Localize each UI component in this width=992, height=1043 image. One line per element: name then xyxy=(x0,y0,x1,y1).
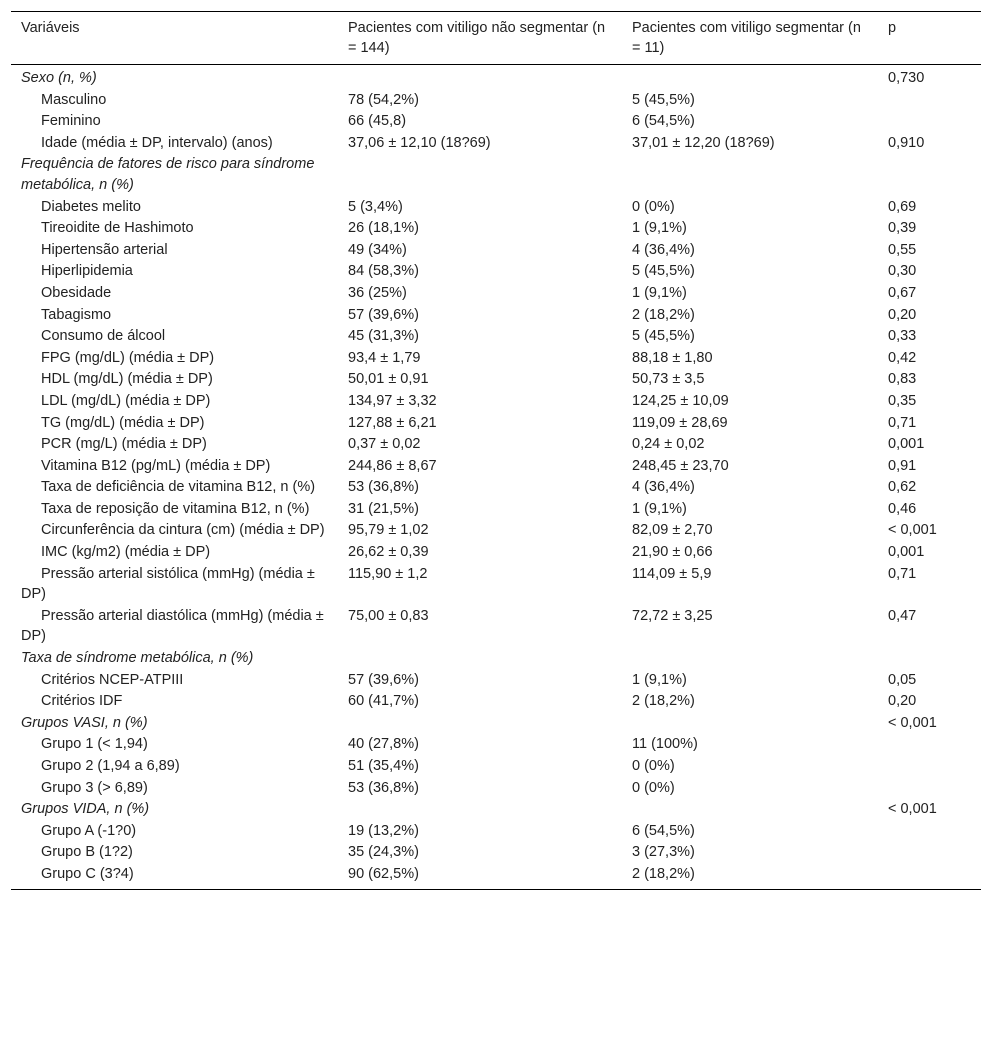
p-value xyxy=(878,110,981,132)
non-segmental-value: 51 (35,4%) xyxy=(348,758,419,774)
row-label: Obesidade xyxy=(41,284,112,301)
table-row xyxy=(11,455,981,477)
table-row xyxy=(11,304,981,326)
p-value: 0,47 xyxy=(888,607,917,624)
row-label: Diabetes melito xyxy=(41,198,141,215)
segmental-value: 72,72 ± 3,25 xyxy=(632,607,713,624)
row-label: PCR (mg/L) (média ± DP) xyxy=(41,436,207,453)
non-segmental-value: 5 (3,4%) xyxy=(348,198,403,215)
non-segmental-value: 84 (58,3%) xyxy=(348,263,419,280)
row-label: Consumo de álcool xyxy=(41,328,166,345)
non-segmental-value: 53 (36,8%) xyxy=(348,779,419,796)
non-segmental-value: 53 (36,8%) xyxy=(348,479,419,496)
non-segmental-value xyxy=(338,712,622,734)
p-value: 0,33 xyxy=(888,328,917,345)
row-label: Taxa de deficiência de vitamina B12, n (%) xyxy=(41,479,316,496)
row-label: Circunferência da cintura (cm) (média ± DP) xyxy=(41,522,325,539)
data-table-container xyxy=(11,11,981,890)
table-header xyxy=(11,12,981,65)
p-value: 0,83 xyxy=(888,371,917,388)
non-segmental-value: 35 (24,3%) xyxy=(348,844,419,861)
table-row xyxy=(11,863,981,889)
table-row xyxy=(11,690,981,712)
segmental-value: 0 (0%) xyxy=(632,198,675,215)
row-label: IMC (kg/m2) (média ± DP) xyxy=(41,544,211,561)
row-label: Frequência de fatores de risco para síndrome metabólica, n (%) xyxy=(21,156,319,193)
p-value: 0,910 xyxy=(888,134,925,151)
non-segmental-value: 57 (39,6%) xyxy=(348,671,419,688)
non-segmental-value: 93,4 ± 1,79 xyxy=(348,349,421,366)
row-label: FPG (mg/dL) (média ± DP) xyxy=(41,349,215,366)
table-row xyxy=(11,563,981,605)
p-value: 0,20 xyxy=(888,306,917,323)
non-segmental-value: 26 (18,1%) xyxy=(348,220,419,237)
section-row xyxy=(11,647,981,669)
table-row xyxy=(11,669,981,691)
header-variables: Variáveis xyxy=(21,20,80,36)
p-value: < 0,001 xyxy=(888,714,937,731)
row-label: Grupos VASI, n (%) xyxy=(21,714,148,731)
segmental-value: 3 (27,3%) xyxy=(632,844,695,861)
table-row xyxy=(11,498,981,520)
p-value xyxy=(878,647,981,669)
row-label: Grupo A (-1?0) xyxy=(41,822,137,839)
row-label: Grupo 1 (< 1,94) xyxy=(41,736,148,753)
table-row xyxy=(11,519,981,541)
section-row xyxy=(11,798,981,820)
table-row xyxy=(11,541,981,563)
p-value: 0,46 xyxy=(888,500,917,517)
p-value xyxy=(878,820,981,842)
segmental-value: 114,09 ± 5,9 xyxy=(632,565,712,582)
row-label: Grupo 3 (> 6,89) xyxy=(41,779,148,796)
segmental-value: 5 (45,5%) xyxy=(632,91,695,108)
table-row xyxy=(11,433,981,455)
non-segmental-value: 36 (25%) xyxy=(348,284,407,301)
table-row xyxy=(11,132,981,154)
table-row xyxy=(11,260,981,282)
p-value xyxy=(878,755,981,777)
segmental-value: 2 (18,2%) xyxy=(632,865,695,882)
segmental-value xyxy=(622,65,878,89)
table-row xyxy=(11,110,981,132)
row-label: Tireoidite de Hashimoto xyxy=(41,220,194,237)
p-value xyxy=(878,777,981,799)
segmental-value: 119,09 ± 28,69 xyxy=(632,414,728,431)
p-value: 0,35 xyxy=(888,392,917,409)
non-segmental-value: 57 (39,6%) xyxy=(348,306,419,323)
p-value: 0,05 xyxy=(888,671,917,688)
row-label: Critérios NCEP-ATPIII xyxy=(41,671,184,688)
header-non-segmental: Pacientes com vitiligo não segmentar (n = 144) xyxy=(348,20,606,56)
non-segmental-value: 115,90 ± 1,2 xyxy=(348,565,428,582)
row-label: Taxa de síndrome metabólica, n (%) xyxy=(21,650,254,667)
row-label: Idade (média ± DP, intervalo) (anos) xyxy=(41,134,273,151)
non-segmental-value: 49 (34%) xyxy=(348,241,407,258)
segmental-value: 1 (9,1%) xyxy=(632,284,687,301)
p-value xyxy=(878,153,981,195)
table-row xyxy=(11,820,981,842)
segmental-value: 124,25 ± 10,09 xyxy=(632,392,729,409)
table-row xyxy=(11,347,981,369)
non-segmental-value: 127,88 ± 6,21 xyxy=(348,414,437,431)
non-segmental-value: 244,86 ± 8,67 xyxy=(348,457,437,474)
segmental-value xyxy=(622,647,878,669)
segmental-value xyxy=(622,712,878,734)
segmental-value xyxy=(622,153,878,195)
data-table xyxy=(11,11,981,890)
non-segmental-value: 95,79 ± 1,02 xyxy=(348,522,429,539)
segmental-value: 0,24 ± 0,02 xyxy=(632,436,705,453)
row-label: LDL (mg/dL) (média ± DP) xyxy=(41,392,211,409)
p-value: 0,91 xyxy=(888,457,917,474)
header-p-value: p xyxy=(888,20,897,36)
section-row xyxy=(11,712,981,734)
p-value: < 0,001 xyxy=(888,522,937,539)
table-row xyxy=(11,239,981,261)
segmental-value: 4 (36,4%) xyxy=(632,241,695,258)
table-row xyxy=(11,733,981,755)
p-value: 0,55 xyxy=(888,241,917,258)
segmental-value xyxy=(622,798,878,820)
row-label: Hipertensão arterial xyxy=(41,241,168,258)
row-label: Grupo 2 (1,94 a 6,89) xyxy=(41,758,180,774)
table-row xyxy=(11,841,981,863)
row-label: Pressão arterial diastólica (mmHg) (média ± DP) xyxy=(21,607,328,645)
p-value xyxy=(878,733,981,755)
non-segmental-value: 78 (54,2%) xyxy=(348,91,419,108)
segmental-value: 6 (54,5%) xyxy=(632,113,695,130)
non-segmental-value: 40 (27,8%) xyxy=(348,736,419,753)
table-row xyxy=(11,282,981,304)
non-segmental-value: 26,62 ± 0,39 xyxy=(348,544,429,561)
p-value: 0,42 xyxy=(888,349,917,366)
table-row xyxy=(11,325,981,347)
segmental-value: 50,73 ± 3,5 xyxy=(632,371,705,388)
segmental-value: 6 (54,5%) xyxy=(632,822,695,839)
row-label: Taxa de reposição de vitamina B12, n (%) xyxy=(41,500,310,517)
segmental-value: 37,01 ± 12,20 (18?69) xyxy=(632,134,775,151)
p-value: 0,71 xyxy=(888,414,917,431)
row-label: Feminino xyxy=(41,113,101,130)
segmental-value: 1 (9,1%) xyxy=(632,500,687,517)
non-segmental-value: 60 (41,7%) xyxy=(348,693,419,710)
p-value: 0,71 xyxy=(888,565,917,582)
non-segmental-value xyxy=(338,647,622,669)
segmental-value: 0 (0%) xyxy=(632,758,675,774)
non-segmental-value: 31 (21,5%) xyxy=(348,500,419,517)
table-row xyxy=(11,196,981,218)
non-segmental-value: 37,06 ± 12,10 (18?69) xyxy=(348,134,491,151)
section-row xyxy=(11,65,981,89)
table-row xyxy=(11,217,981,239)
p-value: 0,30 xyxy=(888,263,917,280)
row-label: Vitamina B12 (pg/mL) (média ± DP) xyxy=(41,457,271,474)
segmental-value: 82,09 ± 2,70 xyxy=(632,522,713,539)
non-segmental-value: 0,37 ± 0,02 xyxy=(348,436,421,453)
p-value: 0,730 xyxy=(888,70,925,86)
segmental-value: 2 (18,2%) xyxy=(632,306,695,323)
table-row xyxy=(11,412,981,434)
segmental-value: 1 (9,1%) xyxy=(632,220,687,237)
table-row xyxy=(11,755,981,777)
segmental-value: 5 (45,5%) xyxy=(632,328,695,345)
p-value: < 0,001 xyxy=(888,801,937,818)
row-label: Grupos VIDA, n (%) xyxy=(21,801,150,818)
table-row xyxy=(11,390,981,412)
p-value: 0,69 xyxy=(888,198,917,215)
row-label: TG (mg/dL) (média ± DP) xyxy=(41,414,205,431)
p-value: 0,20 xyxy=(888,693,917,710)
segmental-value: 88,18 ± 1,80 xyxy=(632,349,713,366)
non-segmental-value xyxy=(338,65,622,89)
section-row xyxy=(11,153,981,195)
non-segmental-value: 134,97 ± 3,32 xyxy=(348,392,437,409)
table-row xyxy=(11,476,981,498)
non-segmental-value: 19 (13,2%) xyxy=(348,822,419,839)
segmental-value: 5 (45,5%) xyxy=(632,263,695,280)
segmental-value: 248,45 ± 23,70 xyxy=(632,457,729,474)
row-label: Masculino xyxy=(41,91,107,108)
p-value: 0,39 xyxy=(888,220,917,237)
segmental-value: 4 (36,4%) xyxy=(632,479,695,496)
row-label: Grupo B (1?2) xyxy=(41,844,133,861)
segmental-value: 0 (0%) xyxy=(632,779,675,796)
row-label: Grupo C (3?4) xyxy=(41,865,134,882)
table-body xyxy=(11,65,981,890)
row-label: Pressão arterial sistólica (mmHg) (média ± DP) xyxy=(21,565,319,603)
non-segmental-value: 66 (45,8) xyxy=(348,113,407,130)
non-segmental-value: 75,00 ± 0,83 xyxy=(348,607,429,624)
row-label: Critérios IDF xyxy=(41,693,123,710)
table-row xyxy=(11,89,981,111)
table-row xyxy=(11,777,981,799)
non-segmental-value xyxy=(338,798,622,820)
header-segmental: Pacientes com vitiligo segmentar (n = 11) xyxy=(632,20,861,56)
table-row xyxy=(11,368,981,390)
p-value xyxy=(878,89,981,111)
p-value: 0,62 xyxy=(888,479,917,496)
row-label: Tabagismo xyxy=(41,306,112,323)
non-segmental-value xyxy=(338,153,622,195)
row-label: Sexo (n, %) xyxy=(21,70,97,86)
non-segmental-value: 90 (62,5%) xyxy=(348,865,419,882)
row-label: HDL (mg/dL) (média ± DP) xyxy=(41,371,213,388)
segmental-value: 1 (9,1%) xyxy=(632,671,687,688)
non-segmental-value: 50,01 ± 0,91 xyxy=(348,371,429,388)
segmental-value: 2 (18,2%) xyxy=(632,693,695,710)
p-value: 0,001 xyxy=(888,436,925,453)
p-value: 0,67 xyxy=(888,284,917,301)
p-value: 0,001 xyxy=(888,544,925,561)
row-label: Hiperlipidemia xyxy=(41,263,133,280)
table-row xyxy=(11,605,981,647)
segmental-value: 21,90 ± 0,66 xyxy=(632,544,713,561)
p-value xyxy=(878,863,981,889)
segmental-value: 11 (100%) xyxy=(632,736,698,753)
non-segmental-value: 45 (31,3%) xyxy=(348,328,419,345)
p-value xyxy=(878,841,981,863)
